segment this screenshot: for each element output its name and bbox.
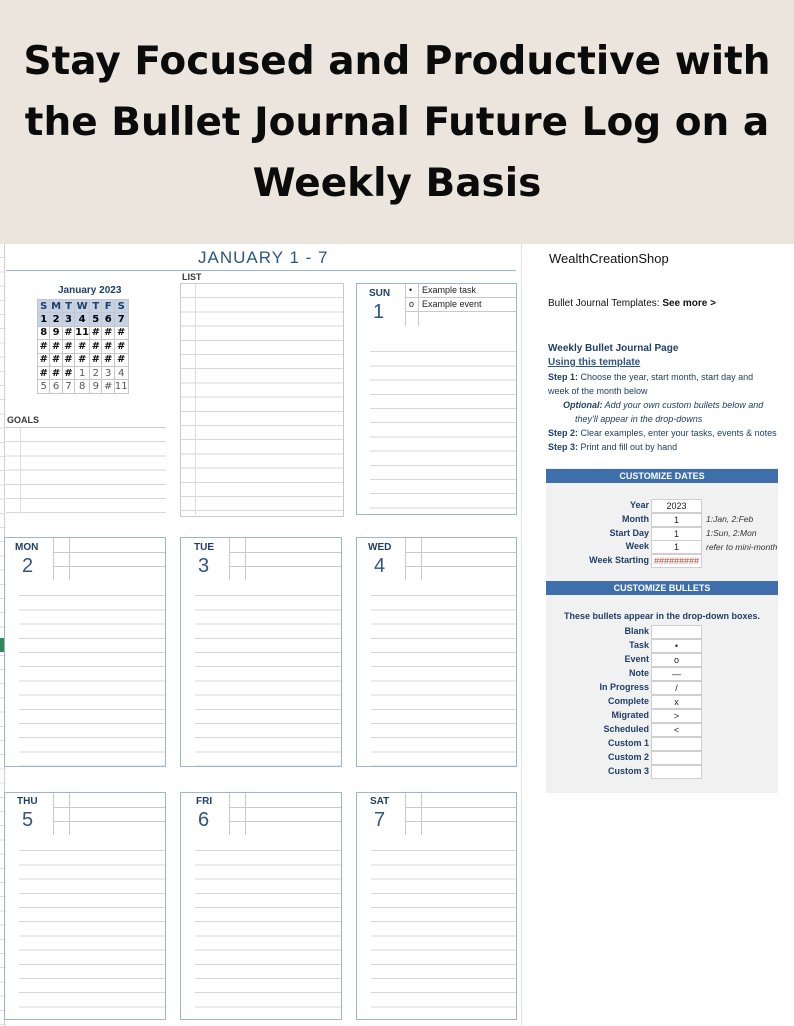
cal-cell: 1 [38,313,50,326]
bullets-intro: These bullets appear in the drop-down boxes. [563,611,761,621]
cal-cell: # [103,381,113,393]
cal-cell: 11 [75,327,90,339]
day-number-fri: 6 [198,809,210,831]
cal-cell: 11 [114,381,128,393]
day-name-mon: MON [15,542,39,553]
cal-cell: 7 [114,313,128,326]
cal-cell: # [75,353,90,366]
goals-label: GOALS [7,415,40,425]
optional-line [563,400,763,410]
bullet-label: Custom 2 [607,752,649,762]
cal-cell: 3 [62,313,74,326]
cal-cell: 7 [62,380,74,393]
day-lines [371,837,516,1019]
day-number-wed: 4 [374,555,386,577]
step3-label: Step 3: [548,442,579,452]
bullet-column [245,538,246,580]
day-number-sun: 1 [373,301,385,323]
day-lines [195,582,341,766]
entry-line [405,297,516,298]
cal-cell: # [64,367,73,379]
bullet-input[interactable]: x [651,695,702,709]
customize-dates-header: CUSTOMIZE DATES [546,469,778,483]
bullet-column [69,538,70,580]
cal-cell: 4 [75,313,90,326]
day-number-sat: 7 [374,809,386,831]
goals-divider [20,427,21,513]
bullet-input[interactable]: • [651,639,702,653]
cal-cell: 9 [90,380,102,393]
cal-cell: # [114,340,128,353]
cal-cell: # [103,327,113,339]
month-input[interactable]: 1 [651,513,702,527]
list-divider [195,283,196,515]
bullet-label: Custom 1 [607,738,649,748]
cal-header: M [51,300,62,312]
cal-header: S [38,300,50,313]
templates-line [548,298,716,309]
using-template-link[interactable]: Using this template [548,357,641,368]
entry-line [405,552,516,553]
day-number-mon: 2 [22,555,34,577]
cal-cell: # [39,367,48,379]
bullet-column [229,538,230,580]
day-name-tue: TUE [194,542,214,553]
cal-cell: # [103,354,113,366]
day-lines [371,582,516,766]
bullet-column [229,793,230,835]
bullet-column [405,793,406,835]
step1-text: Choose the year, start month, start day and [580,372,754,382]
bullet-input[interactable]: < [651,723,702,737]
cal-cell: # [64,327,73,339]
bullet-label: Custom 3 [607,766,649,776]
bullet-input[interactable]: / [651,681,702,695]
cal-header: T [90,300,102,313]
bullet-column [405,538,406,580]
year-label: Year [629,500,649,510]
week-input[interactable]: 1 [651,540,702,554]
bullet-label: Blank [624,626,649,636]
cal-cell: 4 [114,366,128,379]
day-lines [195,837,341,1019]
day-number-tue: 3 [198,555,210,577]
optional-label: Optional: [563,400,603,410]
bullet-input[interactable] [651,737,702,751]
bullet-label: Migrated [611,710,649,720]
cal-header: T [62,300,74,313]
cal-cell: 2 [50,313,62,326]
bullet-column [69,793,70,835]
banner-title: Stay Focused and Productive with the Bullet Journal Future Log on a Weekly Basis [23,38,771,206]
entry-text[interactable]: Example task [422,285,477,295]
week-title: JANUARY 1 - 7 [198,248,329,267]
title-underline [6,270,516,271]
start-day-note: 1:Sun, 2:Mon [706,528,757,538]
bullet-input[interactable] [651,765,702,779]
cal-cell: # [64,340,73,352]
cal-cell: # [39,354,48,366]
entry-line [405,311,516,312]
step2-text: Clear examples, enter your tasks, events & notes [580,428,777,438]
banner [0,0,794,244]
bullet-label: Note [629,668,649,678]
spreadsheet-sheet [0,244,794,1026]
month-note: 1:Jan, 2:Feb [706,514,754,524]
week-note: refer to mini-month [706,542,778,552]
bullet-label: Event [624,654,649,664]
day-name-fri: FRI [196,796,213,807]
cal-cell: # [64,354,73,366]
cal-header: W [76,300,88,312]
cal-cell: # [39,340,48,352]
step3-line [548,442,677,452]
bullet-label: In Progress [599,682,649,692]
bullet-column [421,538,422,580]
list-area[interactable] [180,283,344,517]
year-input[interactable]: 2023 [651,499,702,513]
cal-cell: 6 [50,380,62,393]
entry-bullet[interactable]: • [409,285,413,295]
week-starting-value: ######### [651,554,702,568]
day-number-thu: 5 [22,809,34,831]
shop-name: WealthCreationShop [549,251,669,266]
cal-cell: # [114,353,128,366]
bullet-column [53,538,54,580]
entry-bullet[interactable]: o [409,299,415,309]
bullet-column [245,793,246,835]
cal-cell: # [51,367,61,379]
cal-cell: # [91,327,100,339]
step2-label: Step 2: [548,428,579,438]
bullet-column [418,284,419,326]
day-name-thu: THU [17,796,38,807]
cal-cell: 5 [38,380,50,393]
step1-line [548,372,753,382]
step2-line [548,428,777,438]
bullet-label: Scheduled [603,724,649,734]
start-day-label: Start Day [609,528,649,538]
entry-text[interactable]: Example event [422,299,482,309]
optional-text: Add your own custom bullets below and [604,400,764,410]
entry-line [53,566,165,567]
entry-line [405,566,516,567]
entry-line [229,566,341,567]
see-more-link[interactable]: See more > [662,298,716,309]
cal-cell: 1 [75,366,90,379]
day-lines [19,582,165,766]
cal-cell: # [91,354,100,366]
week-label: Week [625,541,649,551]
cal-header: F [102,300,114,313]
goals-area[interactable] [6,427,166,514]
cal-cell: # [114,326,128,339]
bullet-input[interactable]: > [651,709,702,723]
mini-calendar [37,299,129,394]
cal-cell: # [51,354,61,366]
entry-line [405,821,516,822]
entry-line [229,807,341,808]
bullet-input[interactable]: o [651,653,702,667]
cal-cell: # [51,340,61,352]
customize-bullets-header: CUSTOMIZE BULLETS [546,581,778,595]
page-heading: Weekly Bullet Journal Page [548,343,679,354]
sheet-divider [521,244,522,1026]
bullet-column [53,793,54,835]
cal-cell: # [75,340,90,353]
cal-cell: 2 [90,366,102,379]
day-lines [370,338,516,514]
step3-text: Print and fill out by hand [580,442,678,452]
cal-cell: 5 [90,313,102,326]
cal-cell: # [103,340,113,352]
cal-cell: 8 [75,380,90,393]
entry-line [53,821,165,822]
cal-cell: 9 [50,326,62,339]
templates-text: Bullet Journal Templates: [548,298,660,309]
start-day-input[interactable]: 1 [651,527,702,541]
entry-line [405,807,516,808]
bullet-input[interactable] [651,625,702,639]
bullet-column [405,284,406,326]
day-name-sun: SUN [369,288,391,299]
day-name-sat: SAT [370,796,390,807]
cal-header: S [114,300,128,313]
step1-text-2: week of the month below [548,386,648,396]
month-label: Month [622,514,649,524]
entry-line [229,552,341,553]
bullet-label: Complete [607,696,649,706]
bullet-input[interactable]: — [651,667,702,681]
week-starting-label: Week Starting [589,555,649,565]
bullet-input[interactable] [651,751,702,765]
entry-line [229,821,341,822]
entry-line [53,552,165,553]
entry-line [53,807,165,808]
day-lines [19,837,165,1019]
bullet-column [421,793,422,835]
cal-cell: 8 [38,326,50,339]
step1-label: Step 1: [548,372,579,382]
optional-text-2: they'll appear in the drop-downs [575,414,703,424]
day-name-wed: WED [368,542,392,553]
mini-calendar-title: January 2023 [58,285,122,296]
list-label: LIST [182,272,202,282]
cal-cell: 6 [102,313,114,326]
cal-cell: 3 [102,366,114,379]
cal-cell: # [91,340,100,352]
bullet-label: Task [629,640,649,650]
